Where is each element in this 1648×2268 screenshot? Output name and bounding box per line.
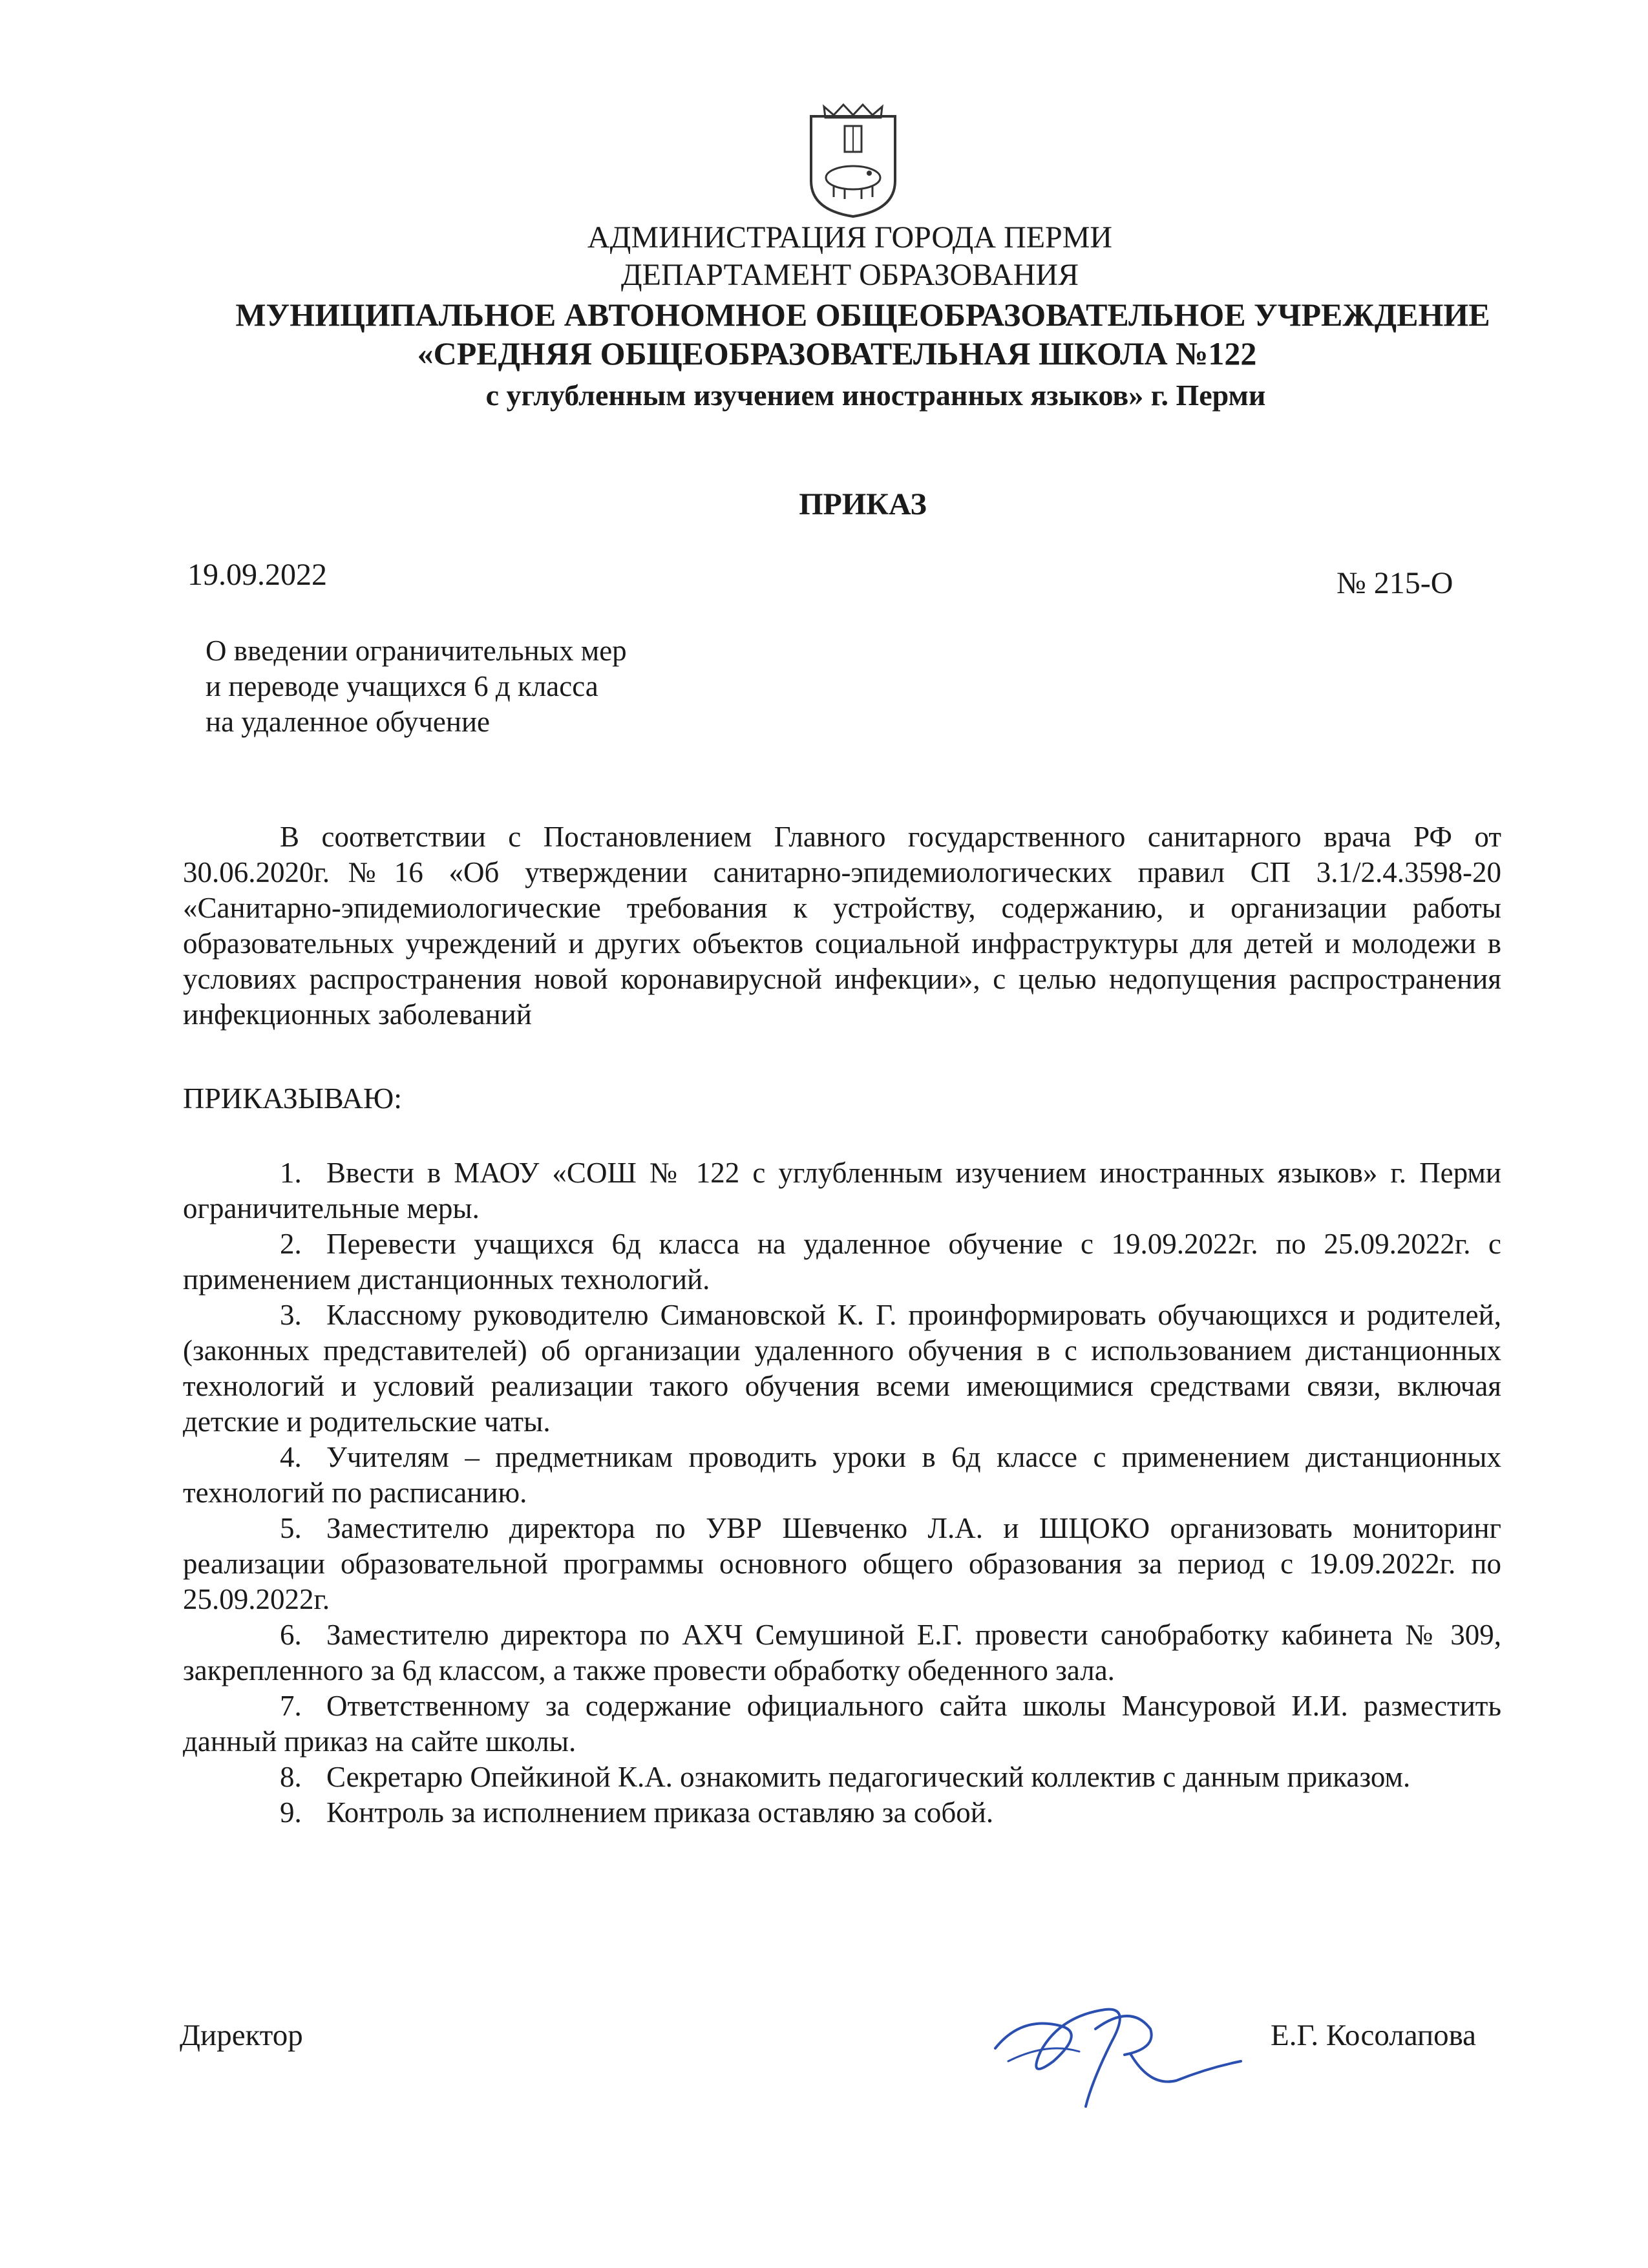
coat-of-arms-icon [805, 103, 902, 220]
order-title: ПРИКАЗ [799, 487, 927, 521]
signatory-name: Е.Г. Косолапова [1271, 2019, 1477, 2052]
department-heading: ДЕПАРТАМЕНТ ОБРАЗОВАНИЯ [620, 258, 1079, 292]
item-text: Ввести в МАОУ «СОШ № 122 с углубленным изучением иностранных языков» г. Перми ограничительные меры. [183, 1157, 1501, 1224]
subject-line: на удаленное обучение [206, 706, 491, 738]
order-subject [206, 633, 627, 740]
item-text: Учителям – предметникам проводить уроки в 6д классе с применением дистанционных технологий по расписанию. [183, 1441, 1501, 1509]
order-directive-word: ПРИКАЗЫВАЮ: [183, 1082, 403, 1115]
institution-heading-line1: МУНИЦИПАЛЬНОЕ АВТОНОМНОЕ ОБЩЕОБРАЗОВАТЕЛЬНОЕ УЧРЕЖДЕНИЕ [235, 297, 1490, 333]
item-number: 7. [280, 1690, 302, 1722]
item-text: Заместителю директора по АХЧ Семушиной Е.Г. провести санобработку кабинета № 309, закрепленного за 6д классом, а также провести обработку обеденного зала. [183, 1619, 1501, 1686]
order-item [183, 1297, 1501, 1440]
item-text: Контроль за исполнением приказа оставляю за собой. [326, 1796, 994, 1829]
order-item [183, 1440, 1501, 1511]
institution-heading-line2: «СРЕДНЯЯ ОБЩЕОБРАЗОВАТЕЛЬНАЯ ШКОЛА №122 [417, 335, 1257, 372]
order-date: 19.09.2022 [187, 558, 327, 592]
institution-heading-line3: с углубленным изучением иностранных языков» г. Перми [485, 379, 1266, 412]
order-item [183, 1511, 1501, 1617]
order-item [183, 1795, 1501, 1831]
item-number: 6. [280, 1619, 302, 1651]
item-number: 5. [280, 1512, 302, 1544]
item-number: 9. [280, 1796, 302, 1829]
administration-heading: АДМИНИСТРАЦИЯ ГОРОДА ПЕРМИ [587, 220, 1113, 255]
order-number: № 215-О [1336, 566, 1453, 600]
order-items-list [183, 1155, 1501, 1831]
preamble-paragraph: В соответствии с Постановлением Главного государственного санитарного врача РФ от 30.06.2020г.№16 «Об утверждении санитарно-эпидемиологических правил СП 3.1/2.4.3598-20 «Санитарно-эпидемиологические требования к устройству, содержанию, и организации работы образовательных учреждений и других объектов социальной инфраструктуры для детей и молодежи в условиях распространения новой коронавирусной инфекции», с целью недопущения распространения инфекционных заболеваний [183, 821, 1501, 1031]
item-text: Ответственному за содержание официального сайта школы Мансуровой И.И. разместить данный приказ на сайте школы. [183, 1690, 1501, 1758]
order-item [183, 1688, 1501, 1759]
item-text: Классному руководителю Симановской К. Г. проинформировать обучающихся и родителей, (законных представителей) об организации удаленного обучения в с использованием дистанционных технологий и условий реализации такого обучения всеми имеющимися средствами связи, включая детские и родительские чаты. [183, 1299, 1501, 1438]
item-text: Секретарю Опейкиной К.А. ознакомить педагогический коллектив с данным приказом. [326, 1761, 1411, 1793]
item-number: 1. [280, 1157, 302, 1189]
item-number: 8. [280, 1761, 302, 1793]
item-number: 3. [280, 1299, 302, 1331]
order-item [183, 1226, 1501, 1297]
order-item [183, 1759, 1501, 1795]
handwritten-signature [982, 1990, 1254, 2119]
order-item [183, 1155, 1501, 1226]
subject-line: и переводе учащихся 6 д класса [206, 670, 598, 702]
item-number: 4. [280, 1441, 302, 1473]
signatory-position: Директор [180, 2019, 303, 2052]
subject-line: О введении ограничительных мер [206, 635, 627, 667]
order-item [183, 1617, 1501, 1688]
item-number: 2. [280, 1228, 302, 1260]
item-text: Заместителю директора по УВР Шевченко Л.А. и ШЦОКО организовать мониторинг реализации образовательной программы основного общего образования за период с 19.09.2022г. по 25.09.2022г. [183, 1512, 1501, 1615]
item-text: Перевести учащихся 6д класса на удаленное обучение с 19.09.2022г. по 25.09.2022г. с применением дистанционных технологий. [183, 1228, 1501, 1296]
